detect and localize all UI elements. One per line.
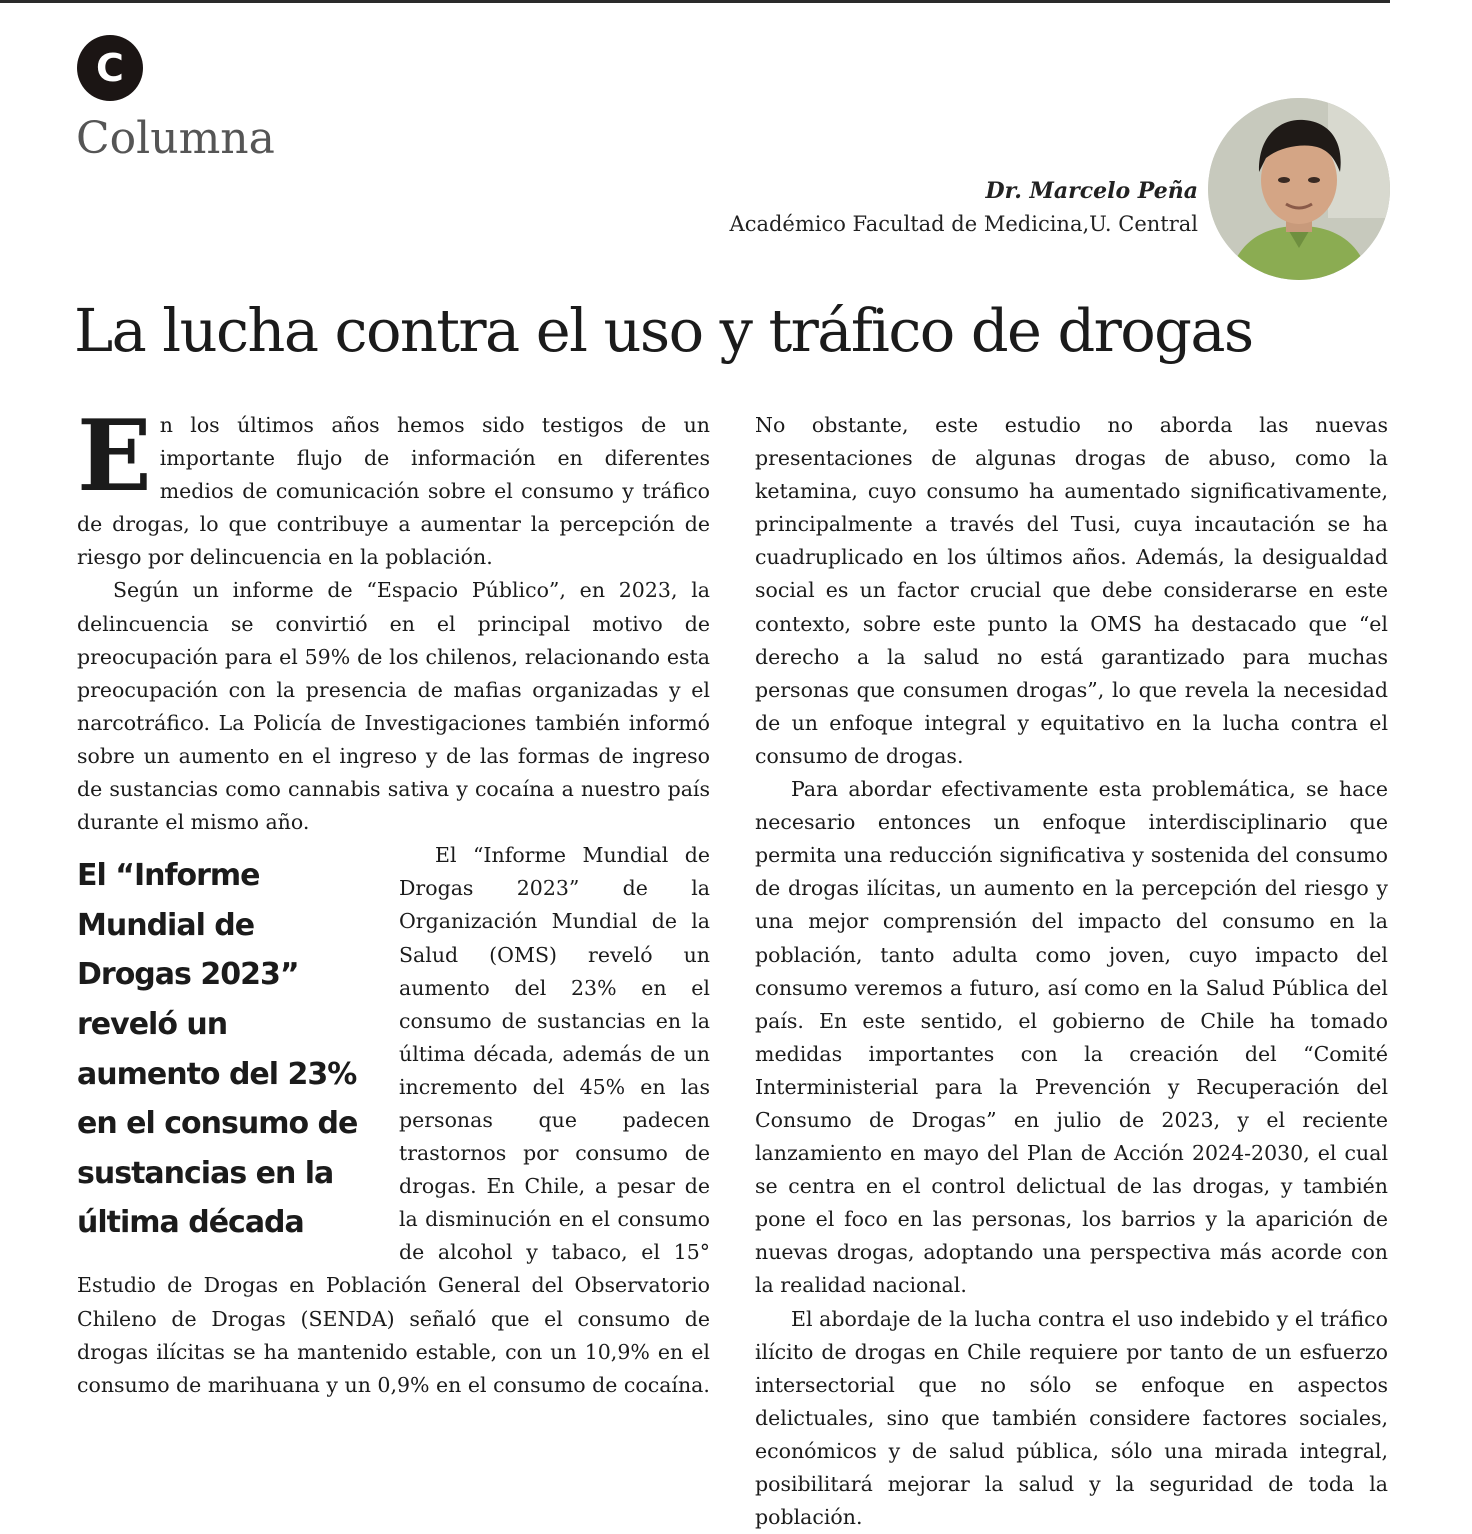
paragraph-3: El “Informe Mundial de Drogas 2023” de la Organización Mundial de la Salud (OMS) reveló un aumento del 23% en el consumo de sustancias en la última década, además de un incremento del 45% en las personas que padecen trastornos por consumo de drogas. En Chile, a pesar de la disminución en el consumo de alcohol y tabaco, el 15° Estudio de Drogas en Población General del Observatorio Chileno de Drogas (SENDA) señaló que el consumo de drogas ilícitas se ha mantenido estable, con un 10,9% en el consumo de marihuana y un 0,9% en el consumo de cocaína. [77,843,710,1397]
article-column-left [77,399,710,1402]
section-label: Columna [76,113,275,164]
author-portrait-icon [1208,98,1390,280]
paragraph-2: Según un informe de “Espacio Público”, en 2023, la delincuencia se convirtió en el principal motivo de preocupación para el 59% de los chilenos, relacionando esta preocupación con la presencia de mafias organizadas y el narcotráfico. La Policía de Investigaciones también informó sobre un aumento en el ingreso y de las formas de ingreso de sustancias como cannabis sativa y cocaína a nuestro país durante el mismo año. [77,578,710,835]
paragraph-1: n los últimos años hemos sido testigos de un importante flujo de información en diferentes medios de comunicación sobre el consumo y tráfico de drogas, lo que contribuye a aumentar la percepción de riesgo por delincuencia en la población. [77,413,710,570]
badge-letter: C [96,46,124,90]
top-rule [0,0,1390,3]
article-column-right [755,409,1388,1534]
author-name: Dr. Marcelo Peña [985,178,1198,204]
lead-paragraph [77,399,710,574]
headline: La lucha contra el uso y tráfico de drogas [74,296,1253,365]
column-badge-icon [77,35,143,101]
author-role: Académico Facultad de Medicina,U. Central [729,212,1198,236]
pull-quote: El “Informe Mundial de Drogas 2023” reveló un aumento del 23% en el consumo de sustancias en la última década [77,858,358,1241]
paragraph-4: Para abordar efectivamente esta problemática, se hace necesario entonces un enfoque interdisciplinario que permita una reducción significativa y sostenida del consumo de drogas ilícitas, un aumento en la percepción del riesgo y una mejor comprensión del impacto del consumo en la población, tanto adulta como joven, cuyo impacto del consumo veremos a futuro, así como en la Salud Pública del país. En este sentido, el gobierno de Chile ha tomado medidas importantes con la creación del “Comité Interministerial para la Prevención y Recuperación del Consumo de Drogas” en julio de 2023, y el reciente lanzamiento en mayo del Plan de Acción 2024-2030, el cual se centra en el control delictual de las drogas, y también pone el foco en las personas, los barrios y la aparición de nuevas drogas, adoptando una perspectiva más acorde con la realidad nacional. [755,777,1388,1298]
author-photo [1208,98,1390,280]
paragraph-3-continued: No obstante, este estudio no aborda las nuevas presentaciones de algunas drogas de abuso, como la ketamina, cuyo consumo ha aumentado significativamente, principalmente a través del Tusi, cuya incautación se ha cuadruplicado en los últimos años. Además, la desigualdad social es un factor crucial que debe considerarse en este contexto, sobre este punto la OMS ha destacado que “el derecho a la salud no está garantizado para muchas personas que consumen drogas”, lo que revela la necesidad de un enfoque integral y equitativo en la lucha contra el consumo de drogas. [755,413,1388,768]
drop-cap: E [77,399,152,514]
paragraph-5: El abordaje de la lucha contra el uso indebido y el tráfico ilícito de drogas en Chile requiere por tanto de un esfuerzo intersectorial que no sólo se enfoque en aspectos delictuales, sino que también considere factores sociales, económicos y de salud pública, sólo una mirada integral, posibilitará mejorar la salud y la seguridad de toda la población. [755,1306,1388,1530]
